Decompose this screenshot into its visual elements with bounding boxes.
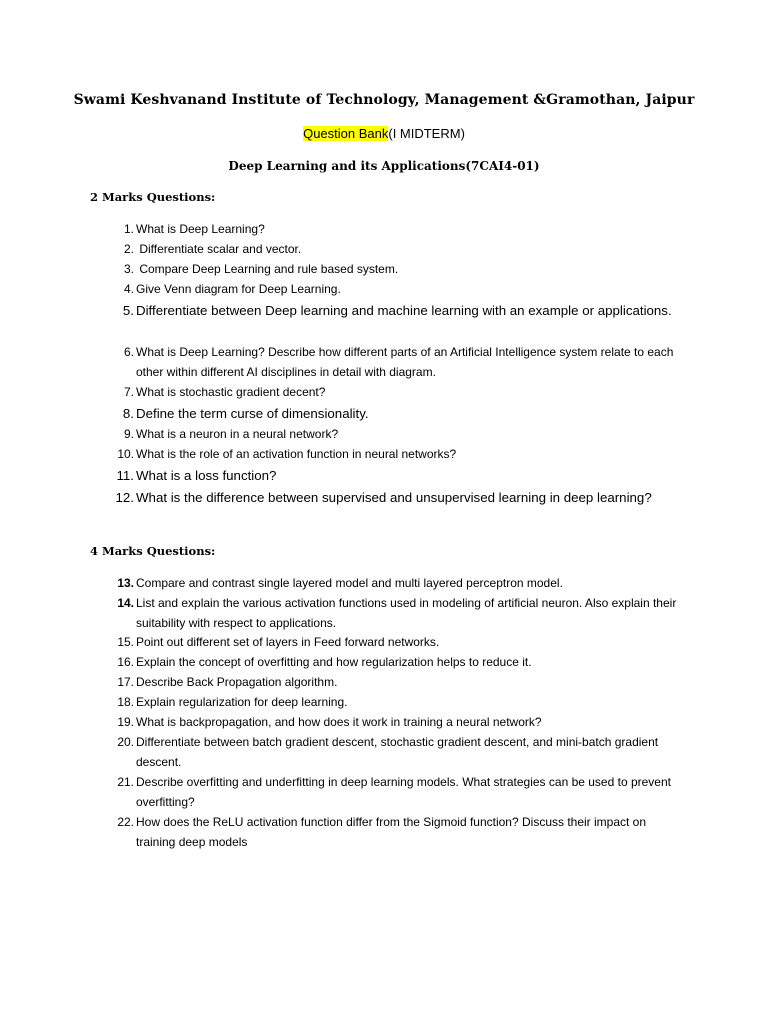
question-text: Explain regularization for deep learning.	[136, 695, 348, 709]
question-number: 3.	[123, 262, 134, 276]
question-text: What is the role of an activation function in neural networks?	[136, 447, 457, 461]
question-number: 14.	[117, 596, 134, 610]
question-number: 21.	[117, 775, 134, 789]
question-number: 11.	[116, 468, 134, 483]
question-text: Give Venn diagram for Deep Learning.	[136, 282, 341, 296]
question-text: What is backpropagation, and how does it work in training a neural network?	[136, 715, 542, 729]
question-number: 9.	[123, 427, 134, 441]
question-text: What is Deep Learning?	[136, 222, 265, 236]
question-number: 2.	[123, 242, 134, 256]
question-number: 1.	[123, 222, 134, 236]
question-number: 8.	[122, 406, 134, 421]
question-text: Compare Deep Learning and rule based system.	[136, 262, 399, 276]
question-number: 6.	[123, 345, 134, 359]
question-text: What is Deep Learning? Describe how different parts of an Artificial Intelligence system relate to each other within different AI disciplines in detail with diagram.	[136, 345, 677, 379]
question-text: Differentiate between Deep learning and machine learning with an example or applications.	[136, 303, 672, 318]
question-text: How does the ReLU activation function differ from the Sigmoid function? Discuss their impact on training deep models	[136, 815, 650, 849]
question-text: Describe overfitting and underfitting in deep learning models. What strategies can be used to prevent overfitting?	[136, 775, 675, 809]
question-text: What is a neuron in a neural network?	[136, 427, 339, 441]
question-number: 17.	[117, 675, 134, 689]
question-number: 7.	[123, 385, 134, 399]
question-number: 19.	[117, 715, 134, 729]
question-text: List and explain the various activation functions used in modeling of artificial neuron. Also explain their suitability with respect to applications.	[136, 596, 680, 630]
question-number: 4.	[123, 282, 134, 296]
question-text: Describe Back Propagation algorithm.	[136, 675, 338, 689]
question-number: 15.	[117, 635, 134, 649]
institute-title: Swami Keshvanand Institute of Technology, Management &Gramothan, Jaipur	[73, 92, 695, 108]
question-number: 5.	[122, 303, 134, 318]
question-number: 12.	[115, 490, 134, 505]
section-heading-4-marks: 4 Marks Questions:	[90, 544, 216, 558]
question-text: Explain the concept of overfitting and how regularization helps to reduce it.	[136, 655, 532, 669]
question-text: What is stochastic gradient decent?	[136, 385, 326, 399]
section-heading-2-marks: 2 Marks Questions:	[90, 190, 216, 204]
question-number: 20.	[117, 735, 134, 749]
question-text: What is the difference between supervised and unsupervised learning in deep learning?	[136, 490, 652, 505]
question-text: Differentiate scalar and vector.	[136, 242, 302, 256]
question-text: Define the term curse of dimensionality.	[136, 406, 369, 421]
question-text: Point out different set of layers in Feed forward networks.	[136, 635, 440, 649]
question-number: 10.	[117, 447, 134, 461]
question-text: Differentiate between batch gradient descent, stochastic gradient descent, and mini-batch gradient descent.	[136, 735, 662, 769]
question-bank-highlight: Question Bank	[303, 126, 389, 141]
question-number: 16.	[117, 655, 134, 669]
question-number: 22.	[117, 815, 134, 829]
question-number: 18.	[117, 695, 134, 709]
question-text: What is a loss function?	[136, 468, 277, 483]
question-text: Compare and contrast single layered model and multi layered perceptron model.	[136, 576, 563, 590]
course-title: Deep Learning and its Applications(7CAI4-01)	[228, 159, 540, 173]
question-number: 13.	[117, 576, 134, 590]
midterm-label: (I MIDTERM)	[388, 126, 465, 141]
question-bank-label	[0, 126, 768, 141]
